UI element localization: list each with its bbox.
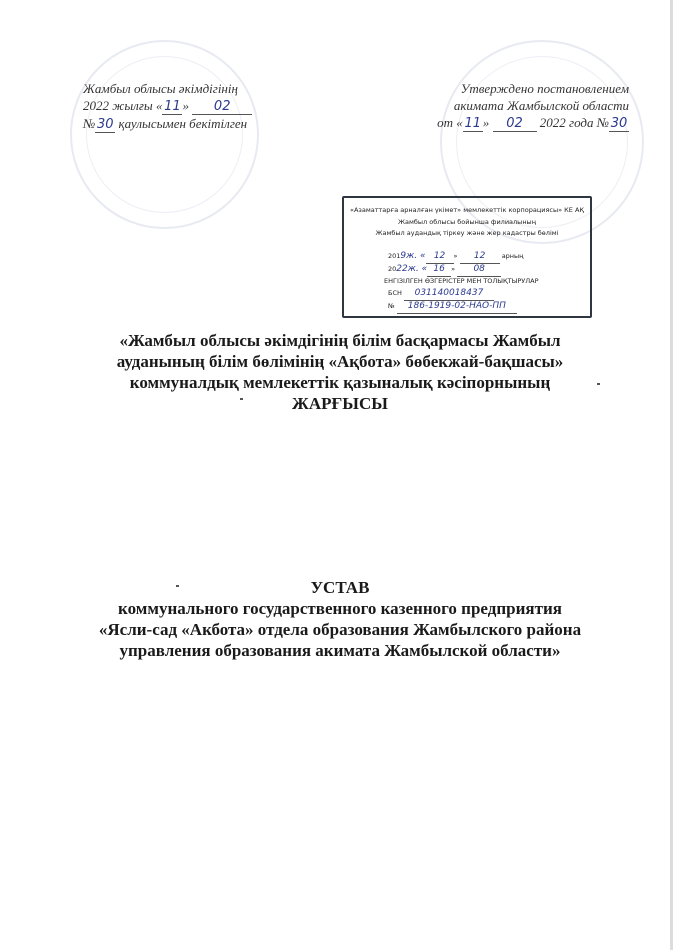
handwritten-number: 30 bbox=[96, 117, 114, 132]
handwritten-month: 02 bbox=[493, 117, 537, 132]
approval-kz-line2: 2022 жылғы « 11 » 02 bbox=[83, 97, 252, 115]
scan-speck bbox=[176, 585, 179, 587]
faded-official-seal-left bbox=[70, 40, 259, 229]
stamp-changes-label: ЕНГІЗІЛГЕН ӨЗГЕРІСТЕР МЕН ТОЛЫҚТЫРУЛАР bbox=[384, 277, 539, 285]
stamp-branch: Жамбыл облысы бойынша филиалының bbox=[398, 218, 536, 226]
handwritten-day: 11 bbox=[164, 99, 181, 114]
approval-ru-line1: Утверждено постановлением bbox=[460, 81, 629, 96]
approval-block-kazakh bbox=[83, 80, 252, 133]
title-ru-line1: УСТАВ bbox=[310, 578, 370, 597]
handwritten-number: 30 bbox=[610, 116, 628, 131]
title-kz-line1: «Жамбыл облысы әкімдігінің білім басқармасы Жамбыл bbox=[119, 331, 561, 350]
approval-kz-line1: Жамбыл облысы әкімдігінің bbox=[83, 81, 238, 96]
registration-stamp bbox=[342, 196, 592, 318]
stamp-bin: БСН 031140018437 bbox=[388, 286, 494, 301]
stamp-department: Жамбыл аудандық тіркеу және жер кадастры бөлімі bbox=[375, 229, 559, 237]
title-ru-line4: управления образования акимата Жамбылской области» bbox=[119, 641, 561, 660]
handwritten-month: 02 bbox=[192, 100, 252, 115]
stamp-number: № 186-1919-02-НАО-ПП bbox=[388, 299, 517, 314]
title-kz-line2: ауданының білім бөлімінің «Ақбота» бөбекжай-бақшасы» bbox=[116, 352, 564, 371]
stamp-change-date: 2022ж. « 16 » 08 bbox=[388, 262, 501, 277]
approval-ru-line2: акимата Жамбылской области bbox=[453, 98, 629, 113]
title-kazakh bbox=[110, 330, 570, 414]
stamp-org: «Азаматтарға арналған үкімет» мемлекеттік корпорациясы» КЕ АҚ bbox=[349, 206, 585, 214]
approval-ru-line3: от « 11 » 02 2022 года № 30 bbox=[437, 115, 628, 131]
approval-kz-line3: № 30 қаулысымен бекітілген bbox=[83, 116, 248, 132]
scan-speck bbox=[240, 398, 243, 400]
title-kz-line4: ЖАРҒЫСЫ bbox=[292, 394, 388, 413]
title-ru-line2: коммунального государственного казенного предприятия bbox=[118, 599, 562, 618]
title-russian bbox=[80, 577, 600, 661]
title-kz-line3: коммуналдық мемлекеттік қазыналық кәсіпорнының bbox=[129, 373, 551, 392]
stamp-registration-date: 2019ж. « 12 » 12 арның bbox=[388, 249, 523, 264]
scan-speck bbox=[597, 383, 600, 385]
handwritten-day: 11 bbox=[464, 116, 482, 131]
title-ru-line3: «Ясли-сад «Акбота» отдела образования Жамбылского района bbox=[98, 620, 582, 639]
approval-block-russian bbox=[437, 80, 629, 132]
